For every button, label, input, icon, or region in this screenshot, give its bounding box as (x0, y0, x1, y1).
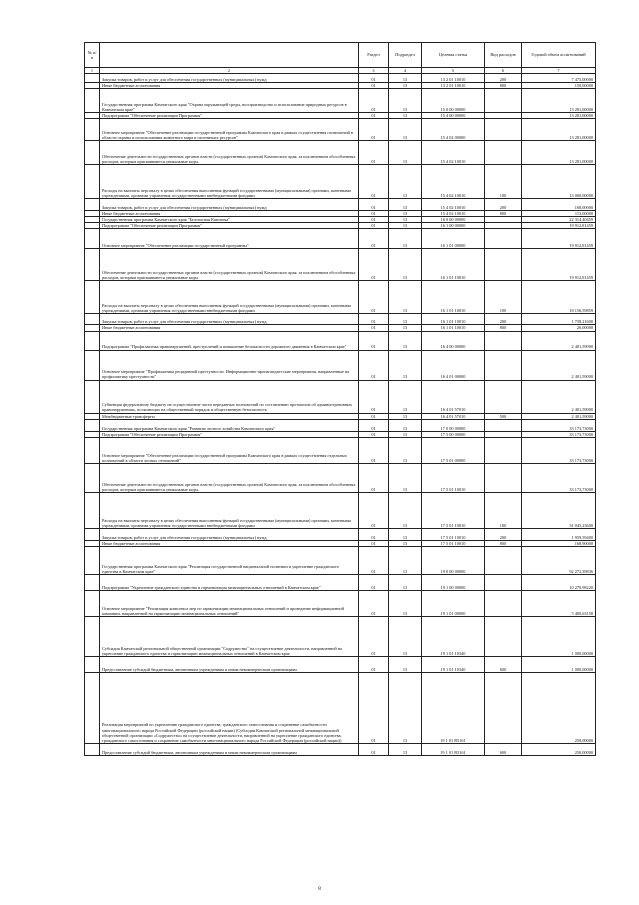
row-amount-cell: 33 173,73000 (522, 463, 596, 492)
row-amount-cell: 13 000,00000 (522, 165, 596, 199)
row-podrazdel-cell: 13 (389, 74, 422, 83)
index-cell: 5 (422, 68, 485, 74)
row-podrazdel-cell: 13 (389, 141, 422, 165)
row-target-cell: 15 4 02 10010 (422, 199, 485, 211)
table-row (85, 528, 596, 540)
row-target-cell: 17 5 01 10010 (422, 528, 485, 540)
row-podrazdel-cell: 13 (389, 211, 422, 217)
row-name-cell: Иные бюджетные ассигнования (100, 325, 359, 331)
row-podrazdel-cell: 13 (389, 672, 422, 743)
row-amount-cell: 92 272,39836 (522, 546, 596, 574)
header-razdel: Раздел (359, 43, 389, 68)
row-amount-cell: 13 281,00000 (522, 119, 596, 141)
row-target-cell: 16 1 01 10010 (422, 281, 485, 314)
table-row (85, 314, 596, 325)
row-podrazdel-cell: 13 (389, 590, 422, 616)
row-amount-cell: 31 045,23600 (522, 492, 596, 528)
row-razdel-cell: 01 (359, 229, 389, 249)
row-num-cell (85, 89, 100, 113)
row-name-cell: Расходы на выплаты персоналу в целях обеспечения выполнения функций государственными (муниципальными) органами, казенными учреждениями, органами управления государственными внебюджетными фондами (100, 165, 359, 199)
row-name-cell: Основное мероприятие "Обеспечение реализации государственной программы" (100, 229, 359, 249)
table-row (85, 672, 596, 743)
row-razdel-cell: 01 (359, 574, 389, 590)
table-row (85, 165, 596, 199)
row-name-cell: Субвенция федеральному бюджету на осуществление части переданных полномочий по составлению протоколов об административных правонарушениях, посягающих на общественный порядок и общественную безопасность (100, 380, 359, 413)
row-num-cell (85, 437, 100, 463)
table-row (85, 331, 596, 350)
row-amount-cell: 113,00000 (522, 211, 596, 217)
row-amount-cell: 20,00000 (522, 325, 596, 331)
row-target-cell: 13 2 01 10010 (422, 74, 485, 83)
row-name-cell: Основное мероприятие "Профилактика рецидивной преступности. Информационно-пропагандистские мероприятия, направленные на профилактику преступности" (100, 350, 359, 380)
row-razdel-cell: 01 (359, 331, 389, 350)
row-vid-cell (485, 590, 522, 616)
header-name (100, 43, 359, 68)
header-target: Целевая статья (422, 43, 485, 68)
row-amount-cell: 2 401,59000 (522, 331, 596, 350)
row-name-cell: Подпрограмма "Профилактика правонарушений, преступлений и повышение безопасности дорожного движения в Камчатском крае" (100, 331, 359, 350)
row-podrazdel-cell: 13 (389, 616, 422, 656)
row-name-cell: Закупка товаров, работ и услуг для обеспечения государственных (муниципальных) нужд (100, 199, 359, 211)
row-num-cell (85, 119, 100, 141)
row-razdel-cell: 01 (359, 419, 389, 431)
row-amount-cell: 2 401,59000 (522, 380, 596, 413)
row-name-cell: Подпрограмма "Обеспечение реализации Программы" (100, 431, 359, 437)
table-row (85, 492, 596, 528)
table-row (85, 590, 596, 616)
index-cell: 4 (389, 68, 422, 74)
row-amount-cell: 13 281,00000 (522, 113, 596, 119)
row-target-cell: 15 4 02 10010 (422, 211, 485, 217)
row-razdel-cell: 01 (359, 672, 389, 743)
row-target-cell: 19 1 01 R5161 (422, 672, 485, 743)
row-name-cell: Обеспечение деятельности государственных органов власти (государственных органов) Камчатского края, за исключением обособленных расходов, которым присваиваются уникальные коды. (100, 141, 359, 165)
budget-table (84, 42, 596, 756)
row-razdel-cell: 01 (359, 492, 389, 528)
row-amount-cell: 168,00000 (522, 199, 596, 211)
row-razdel-cell: 01 (359, 223, 389, 229)
row-name-cell: Закупка товаров, работ и услуг для обеспечения государственных (муниципальных) нужд (100, 314, 359, 325)
row-razdel-cell: 01 (359, 211, 389, 217)
row-amount-cell: 150,00000 (522, 83, 596, 89)
table-row (85, 350, 596, 380)
row-num-cell (85, 314, 100, 325)
table-row (85, 743, 596, 755)
row-podrazdel-cell: 13 (389, 113, 422, 119)
table-row (85, 281, 596, 314)
row-razdel-cell: 01 (359, 528, 389, 540)
row-vid-cell: 200 (485, 314, 522, 325)
index-cell: 7 (522, 68, 596, 74)
row-name-cell: Государственная программа Камчатского края "Безопасная Камчатка" (100, 217, 359, 223)
budget-table-container (84, 42, 595, 756)
row-vid-cell (485, 331, 522, 350)
table-body (85, 74, 596, 756)
page-number: 8 (318, 886, 321, 892)
header-amount: Годовой объем ассигнований (522, 43, 596, 68)
row-target-cell: 15 4 02 10010 (422, 141, 485, 165)
row-podrazdel-cell: 13 (389, 492, 422, 528)
table-row (85, 119, 596, 141)
row-vid-cell (485, 249, 522, 281)
row-target-cell: 16 4 01 57010 (422, 380, 485, 413)
row-podrazdel-cell: 13 (389, 528, 422, 540)
row-amount-cell: 2 401,59000 (522, 350, 596, 380)
row-podrazdel-cell: 13 (389, 223, 422, 229)
table-row (85, 229, 596, 249)
row-target-cell: 15 4 00 00000 (422, 113, 485, 119)
table-row (85, 419, 596, 431)
row-target-cell: 15 4 02 10010 (422, 165, 485, 199)
row-target-cell: 16 1 00 00000 (422, 223, 485, 229)
row-name-cell: Предоставление субсидий бюджетным, автономным учреждениям и иным некоммерческим организациям (100, 743, 359, 755)
row-vid-cell: 200 (485, 74, 522, 83)
row-num-cell (85, 672, 100, 743)
row-vid-cell: 500 (485, 413, 522, 419)
row-podrazdel-cell: 13 (389, 419, 422, 431)
row-amount-cell: 18 156,59859 (522, 281, 596, 314)
row-podrazdel-cell: 13 (389, 83, 422, 89)
row-vid-cell (485, 380, 522, 413)
row-podrazdel-cell: 13 (389, 546, 422, 574)
row-razdel-cell: 01 (359, 89, 389, 113)
row-amount-cell: 19 912,81459 (522, 223, 596, 229)
row-num-cell (85, 141, 100, 165)
row-amount-cell: 33 173,73000 (522, 431, 596, 437)
row-name-cell: Основное мероприятие "Реализация комплекса мер по гармонизации межнациональных отношений и проведение информационной кампании, направленной на гармонизацию межнациональных отношений" (100, 590, 359, 616)
row-podrazdel-cell: 13 (389, 743, 422, 755)
table-row (85, 74, 596, 83)
table-row (85, 249, 596, 281)
row-target-cell: 17 5 00 00000 (422, 431, 485, 437)
row-amount-cell: 250,00000 (522, 672, 596, 743)
row-amount-cell: 7 475,00000 (522, 74, 596, 83)
row-target-cell: 16 4 00 00000 (422, 331, 485, 350)
row-vid-cell: 800 (485, 211, 522, 217)
table-row (85, 546, 596, 574)
row-podrazdel-cell: 13 (389, 119, 422, 141)
row-podrazdel-cell: 13 (389, 656, 422, 672)
row-razdel-cell: 01 (359, 314, 389, 325)
row-name-cell: Подпрограмма "Обеспечение реализации Программы" (100, 223, 359, 229)
row-amount-cell: 1 000,00000 (522, 616, 596, 656)
row-target-cell: 16 1 01 10010 (422, 249, 485, 281)
row-razdel-cell: 01 (359, 119, 389, 141)
row-target-cell: 19 1 01 R5161 (422, 743, 485, 755)
row-name-cell: Субсидия Камчатской региональной общественной организации "Содружество" на осуществление деятельности, направленной на укрепление гражданского единства и гармонизацию межнациональных отношений в Камчатском крае (100, 616, 359, 656)
row-vid-cell: 800 (485, 325, 522, 331)
row-target-cell: 17 5 01 10010 (422, 492, 485, 528)
row-num-cell (85, 656, 100, 672)
row-podrazdel-cell: 13 (389, 281, 422, 314)
table-row (85, 437, 596, 463)
index-cell: 1 (85, 68, 100, 74)
row-target-cell: 16 4 01 00000 (422, 350, 485, 380)
row-razdel-cell: 01 (359, 540, 389, 546)
header-vid: Вид расходов (485, 43, 522, 68)
row-name-cell: Государственная программа Камчатского края "Развитие лесного хозяйства Камчатского края" (100, 419, 359, 431)
row-vid-cell (485, 119, 522, 141)
row-target-cell: 19 1 01 00000 (422, 590, 485, 616)
row-vid-cell (485, 141, 522, 165)
row-vid-cell: 100 (485, 165, 522, 199)
row-target-cell: 17 5 01 10010 (422, 540, 485, 546)
row-num-cell (85, 229, 100, 249)
row-amount-cell: 19 912,81459 (522, 249, 596, 281)
row-target-cell: 19 1 01 10340 (422, 616, 485, 656)
row-name-cell: Межбюджетные трансферты (100, 413, 359, 419)
table-row (85, 463, 596, 492)
row-num-cell (85, 350, 100, 380)
row-podrazdel-cell: 13 (389, 217, 422, 223)
row-vid-cell: 800 (485, 83, 522, 89)
row-vid-cell: 100 (485, 492, 522, 528)
row-num-cell (85, 419, 100, 431)
row-name-cell: Подпрограмма "Обеспечение реализации Программы" (100, 113, 359, 119)
table-row (85, 141, 596, 165)
row-razdel-cell: 01 (359, 743, 389, 755)
row-target-cell: 19 1 00 00000 (422, 574, 485, 590)
row-vid-cell (485, 89, 522, 113)
row-vid-cell: 600 (485, 743, 522, 755)
table-row (85, 380, 596, 413)
row-amount-cell: 168,90000 (522, 540, 596, 546)
row-podrazdel-cell: 13 (389, 463, 422, 492)
row-name-cell: Обеспечение деятельности государственных органов власти (государственных органов) Камчатского края, за исключением обособленных расходов, которым присваиваются уникальные коды. (100, 249, 359, 281)
row-podrazdel-cell: 13 (389, 574, 422, 590)
row-num-cell (85, 331, 100, 350)
row-amount-cell: 10 270,98220 (522, 574, 596, 590)
row-num-cell (85, 281, 100, 314)
index-cell: 6 (485, 68, 522, 74)
row-target-cell: 15 4 02 00000 (422, 119, 485, 141)
row-amount-cell: 13 281,00000 (522, 141, 596, 165)
row-amount-cell: 250,00000 (522, 743, 596, 755)
row-name-cell: Закупка товаров, работ и услуг для обеспечения государственных (муниципальных) нужд (100, 74, 359, 83)
row-razdel-cell: 01 (359, 616, 389, 656)
row-razdel-cell: 01 (359, 281, 389, 314)
row-amount-cell: 19 912,81459 (522, 229, 596, 249)
row-vid-cell: 200 (485, 528, 522, 540)
table-header-row (85, 43, 596, 68)
row-podrazdel-cell: 13 (389, 325, 422, 331)
row-razdel-cell: 01 (359, 325, 389, 331)
row-podrazdel-cell: 13 (389, 314, 422, 325)
row-vid-cell (485, 350, 522, 380)
row-vid-cell (485, 616, 522, 656)
row-name-cell: Государственная программа Камчатского края "Охрана окружающей среды, воспроизводство и использование природных ресурсов в Камчатском крае" (100, 89, 359, 113)
row-podrazdel-cell: 13 (389, 431, 422, 437)
row-podrazdel-cell: 13 (389, 437, 422, 463)
row-amount-cell: 1 959,59400 (522, 528, 596, 540)
header-num: № п/п (85, 43, 100, 68)
row-name-cell: Подпрограмма "Укрепление гражданского единства и гармонизация межнациональных отношений в Камчатском крае" (100, 574, 359, 590)
row-podrazdel-cell: 13 (389, 249, 422, 281)
table-row (85, 89, 596, 113)
row-target-cell: 16 1 01 10010 (422, 325, 485, 331)
row-vid-cell (485, 437, 522, 463)
row-amount-cell: 1 000,00000 (522, 656, 596, 672)
table-row (85, 199, 596, 211)
row-target-cell: 17 0 00 00000 (422, 419, 485, 431)
row-razdel-cell: 01 (359, 199, 389, 211)
row-vid-cell: 800 (485, 540, 522, 546)
row-name-cell: Иные бюджетные ассигнования (100, 83, 359, 89)
row-razdel-cell: 01 (359, 165, 389, 199)
row-amount-cell: 1 738,21600 (522, 314, 596, 325)
row-name-cell: Иные бюджетные ассигнования (100, 211, 359, 217)
row-target-cell: 16 1 01 00000 (422, 229, 485, 249)
row-vid-cell: 100 (485, 281, 522, 314)
row-razdel-cell: 01 (359, 656, 389, 672)
row-name-cell: Закупка товаров, работ и услуг для обеспечения государственных (муниципальных) нужд (100, 528, 359, 540)
row-amount-cell: 13 281,00000 (522, 89, 596, 113)
row-razdel-cell: 01 (359, 463, 389, 492)
row-name-cell: Расходы на выплаты персоналу в целях обеспечения выполнения функций государственными (муниципальными) органами, казенными учреждениями, органами управления государственными внебюджетными фондами (100, 492, 359, 528)
row-vid-cell (485, 574, 522, 590)
row-target-cell: 17 5 01 10010 (422, 463, 485, 492)
row-vid-cell (485, 419, 522, 431)
row-vid-cell: 200 (485, 199, 522, 211)
index-cell: 2 (100, 68, 359, 74)
row-amount-cell: 2 401,59000 (522, 413, 596, 419)
row-num-cell (85, 380, 100, 413)
row-amount-cell: 33 173,73000 (522, 419, 596, 431)
row-num-cell (85, 574, 100, 590)
row-razdel-cell: 01 (359, 113, 389, 119)
row-num-cell (85, 546, 100, 574)
row-vid-cell (485, 546, 522, 574)
row-target-cell: 15 0 00 00000 (422, 89, 485, 113)
row-razdel-cell: 01 (359, 141, 389, 165)
row-podrazdel-cell: 13 (389, 413, 422, 419)
row-num-cell (85, 528, 100, 540)
row-razdel-cell: 01 (359, 380, 389, 413)
row-name-cell: Реализация мероприятий по укреплению гражданского единства, гражданского самосознания и сохранение самобытности многонационального народа Российской Федерации (российской нации) (Субсидия Камчатской региональной межнациональной общественной организации «Содружество» на осуществление деятельности, направленной на укрепление гражданского единства, гражданского самосознания и сохранение самобытности многонационального народа Российской Федерации (российской нации)) (100, 672, 359, 743)
row-num-cell (85, 463, 100, 492)
row-vid-cell (485, 672, 522, 743)
row-amount-cell: 5 400,63158 (522, 590, 596, 616)
row-razdel-cell: 01 (359, 431, 389, 437)
row-name-cell: Государственная программа Камчатского края "Реализация государственной национальной политики и укрепление гражданского единства в Камчатском крае" (100, 546, 359, 574)
row-podrazdel-cell: 13 (389, 89, 422, 113)
row-name-cell: Обеспечение деятельности государственных органов власти (государственных органов) Камчатского края, за исключением обособленных расходов, которым присваиваются уникальные коды. (100, 463, 359, 492)
row-name-cell: Основное мероприятие "Обеспечение реализации государственной программы Камчатского края в рамках осуществления отдельных полномочий в области лесных отношений" (100, 437, 359, 463)
row-num-cell (85, 616, 100, 656)
row-podrazdel-cell: 13 (389, 199, 422, 211)
row-razdel-cell: 01 (359, 217, 389, 223)
row-podrazdel-cell: 13 (389, 331, 422, 350)
row-podrazdel-cell: 13 (389, 540, 422, 546)
row-num-cell (85, 249, 100, 281)
row-target-cell: 16 1 01 10010 (422, 314, 485, 325)
row-razdel-cell: 01 (359, 74, 389, 83)
row-num-cell (85, 74, 100, 83)
row-razdel-cell: 01 (359, 546, 389, 574)
row-podrazdel-cell: 13 (389, 229, 422, 249)
row-vid-cell (485, 229, 522, 249)
row-name-cell: Основное мероприятие "Обеспечение реализации государственной программы Камчатского края в рамках осуществления полномочий в области охраны и использования животного мира и охотничьих ресурсов" (100, 119, 359, 141)
row-name-cell: Иные бюджетные ассигнования (100, 540, 359, 546)
row-num-cell (85, 743, 100, 755)
row-num-cell (85, 492, 100, 528)
row-razdel-cell: 01 (359, 83, 389, 89)
row-razdel-cell: 01 (359, 413, 389, 419)
row-amount-cell: 33 173,73000 (522, 437, 596, 463)
row-target-cell: 19 1 01 10340 (422, 656, 485, 672)
row-podrazdel-cell: 13 (389, 165, 422, 199)
table-row (85, 616, 596, 656)
row-num-cell (85, 590, 100, 616)
row-vid-cell: 600 (485, 656, 522, 672)
index-cell: 3 (359, 68, 389, 74)
header-podrazdel: Подраздел (389, 43, 422, 68)
row-razdel-cell: 01 (359, 249, 389, 281)
row-podrazdel-cell: 13 (389, 350, 422, 380)
table-row (85, 656, 596, 672)
row-razdel-cell: 01 (359, 437, 389, 463)
row-amount-cell: 22 314,40459 (522, 217, 596, 223)
row-name-cell: Расходы на выплаты персоналу в целях обеспечения выполнения функций государственными (муниципальными) органами, казенными учреждениями, органами управления государственными внебюджетными фондами (100, 281, 359, 314)
row-target-cell: 16 4 01 57010 (422, 413, 485, 419)
row-target-cell: 19 0 00 00000 (422, 546, 485, 574)
row-vid-cell (485, 463, 522, 492)
row-podrazdel-cell: 13 (389, 380, 422, 413)
table-row (85, 574, 596, 590)
row-razdel-cell: 01 (359, 350, 389, 380)
row-target-cell: 17 5 01 00000 (422, 437, 485, 463)
row-target-cell: 16 0 00 00000 (422, 217, 485, 223)
row-num-cell (85, 199, 100, 211)
row-razdel-cell: 01 (359, 590, 389, 616)
row-target-cell: 13 2 01 10010 (422, 83, 485, 89)
row-name-cell: Предоставление субсидий бюджетным, автономным учреждениям и иным некоммерческим организациям (100, 656, 359, 672)
row-num-cell (85, 165, 100, 199)
